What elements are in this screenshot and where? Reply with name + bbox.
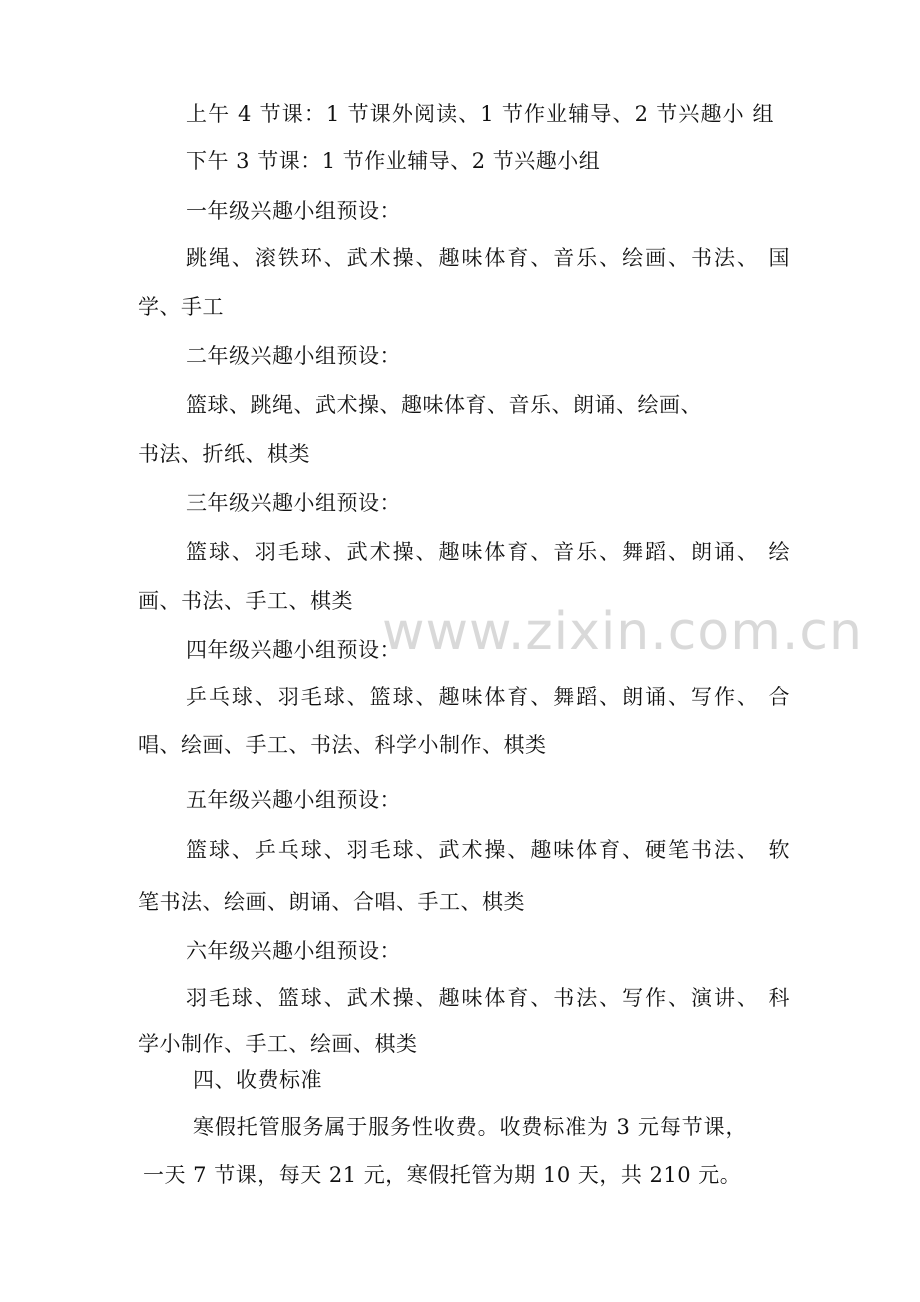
- grade2-items-line1: 篮球、跳绳、武术操、趣味体育、音乐、朗诵、绘画、: [186, 393, 702, 417]
- fee-section-heading: 四、收费标准: [193, 1068, 322, 1092]
- grade5-heading: 五年级兴趣小组预设：: [186, 788, 401, 812]
- grade3-items-line1: 篮球、羽毛球、武术操、趣味体育、音乐、舞蹈、朗诵、 绘: [186, 540, 790, 564]
- grade3-items-line2: 画、书法、手工、棋类: [138, 589, 353, 613]
- grade4-heading: 四年级兴趣小组预设：: [186, 638, 401, 662]
- fee-text-line2: 一天 7 节课，每天 21 元，寒假托管为期 10 天，共 210 元。: [143, 1163, 742, 1187]
- grade6-items-line1: 羽毛球、篮球、武术操、趣味体育、书法、写作、演讲、 科: [186, 986, 790, 1010]
- grade2-items-line2: 书法、折纸、棋类: [138, 442, 310, 466]
- grade6-items-line2: 学小制作、手工、绘画、棋类: [138, 1032, 418, 1056]
- watermark: www.zixin.com.cn: [382, 602, 863, 662]
- grade6-heading: 六年级兴趣小组预设：: [186, 939, 401, 963]
- grade3-heading: 三年级兴趣小组预设：: [186, 491, 401, 515]
- fee-text-line1: 寒假托管服务属于服务性收费。收费标准为 3 元每节课，: [193, 1115, 747, 1139]
- grade2-heading: 二年级兴趣小组预设：: [186, 344, 401, 368]
- grade4-items-line2: 唱、绘画、手工、书法、科学小制作、棋类: [138, 733, 547, 757]
- grade1-heading: 一年级兴趣小组预设：: [186, 199, 401, 223]
- grade1-items-line1: 跳绳、滚铁环、武术操、趣味体育、音乐、绘画、书法、 国: [186, 246, 790, 270]
- grade1-items-line2: 学、手工: [138, 295, 224, 319]
- grade5-items-line1: 篮球、乒乓球、羽毛球、武术操、趣味体育、硬笔书法、 软: [186, 838, 790, 862]
- text-line-2: 下午 3 节课：1 节作业辅导、2 节兴趣小组: [186, 149, 601, 173]
- grade5-items-line2: 笔书法、绘画、朗诵、合唱、手工、棋类: [138, 890, 525, 914]
- text-line-1: 上午 4 节课：1 节课外阅读、1 节作业辅导、2 节兴趣小 组: [186, 102, 774, 126]
- grade4-items-line1: 乒乓球、羽毛球、篮球、趣味体育、舞蹈、朗诵、写作、 合: [186, 685, 790, 709]
